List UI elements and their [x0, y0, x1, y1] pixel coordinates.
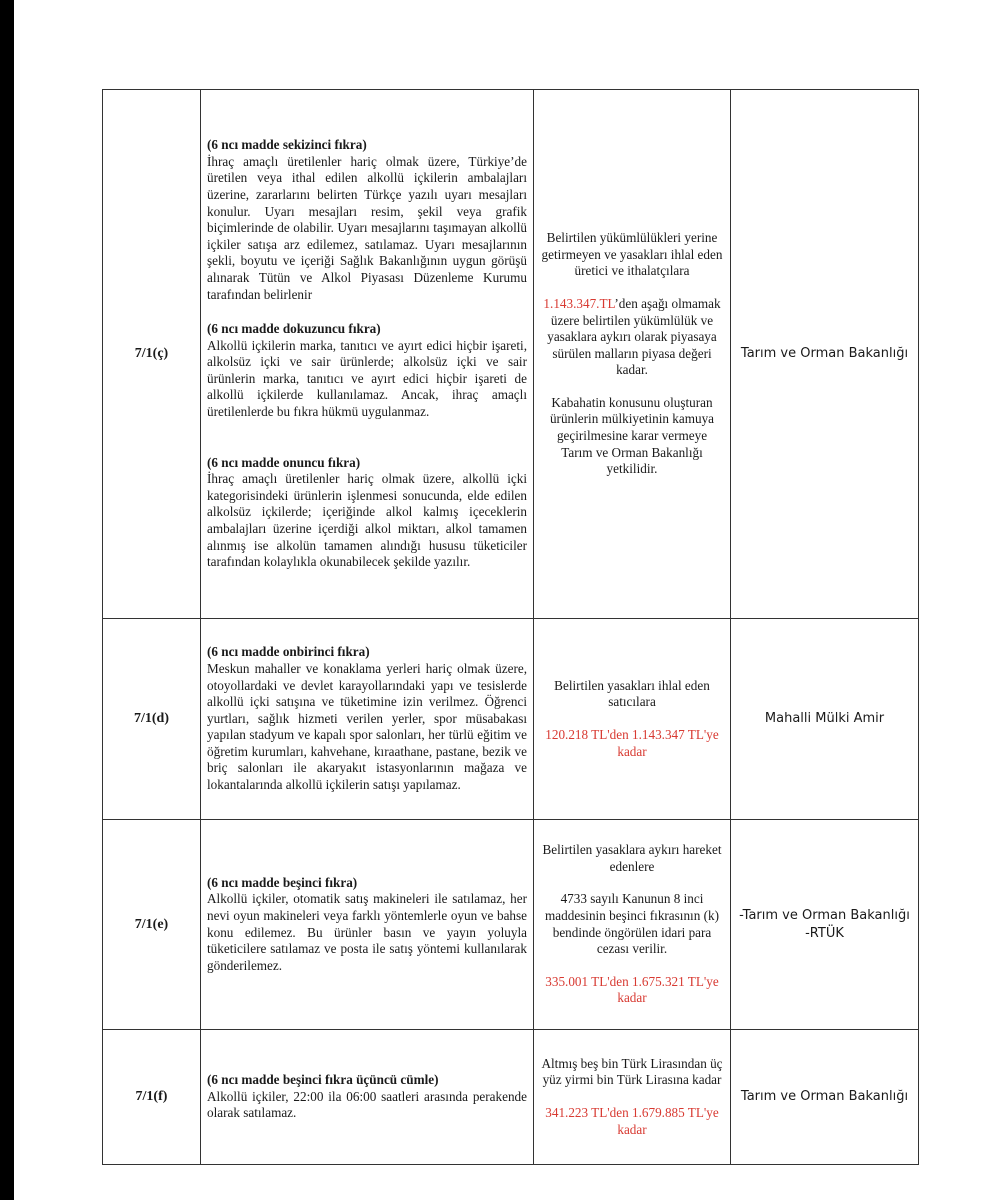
provision-text: İhraç amaçlı üretilenler hariç olmak üzere, Türkiye’de üretilen veya ithal edilen alkollü içkilerin ambalajları üzerine, zararlarını belirten Türkçe yazılı uyarı mesajları konulur. Uyarı mesajları resim, şekil veya grafik biçimlerinde de olabilir. Uyarı mesajlarını taşımayan alkollü içkiler satışa arz edilemez, satılamaz. Uyarı mesajlarının şekli, boyutu ve içeriği Sağlık Bakanlığının uygun görüşü alınarak Tütün ve Alkol Piyasası Düzenleme Kurumu tarafından belirlenir — [207, 153, 527, 302]
penalty-intro: Belirtilen yükümlülükleri yerine getirmeyen ve yasakları ihlal eden üretici ve ithalatçılara — [541, 230, 723, 279]
left-edge-strip — [0, 0, 14, 1200]
provision-reference: (6 ncı madde onbirinci fıkra) — [207, 644, 370, 660]
penalty-amount: 335.001 TL'den 1.675.321 TL'ye kadar — [545, 973, 719, 1006]
table-row — [103, 619, 919, 820]
penalty-note: Kabahatin konusunu oluşturan ürünlerin mülkiyetinin kamuya geçirilmesine karar vermeye Tarım ve Orman Bakanlığı yetkilidir. — [549, 394, 715, 477]
provision-text: Alkollü içkiler, otomatik satış makineleri ile satılamaz, her nevi oyun makineleri veya farklı yöntemlerle oyun ve bahse konu edilemez. Bu ürünler basın ve yayın yoluyla tüketicilere satılamaz ve posta ile satış yöntemi kullanılarak gönderilemez. — [207, 891, 527, 973]
provision-reference: (6 ncı madde dokuzuncu fıkra) — [207, 321, 381, 337]
penalty-amount: 341.223 TL'den 1.679.885 TL'ye kadar — [545, 1105, 719, 1137]
article-code: 7/1(f) — [103, 1030, 201, 1165]
penalty-intro: Altmış beş bin Türk Lirasından üç yüz yirmi bin Türk Lirasına kadar — [541, 1055, 723, 1088]
document-page — [14, 0, 992, 1200]
penalty-cell — [534, 1030, 731, 1165]
authority-line: -Tarım ve Orman Bakanlığı — [739, 907, 910, 923]
table-row — [103, 1030, 919, 1165]
provision-cell — [201, 820, 534, 1030]
penalty-cell — [534, 619, 731, 820]
provision-block — [207, 321, 527, 421]
article-code: 7/1(d) — [103, 619, 201, 820]
penalty-intro: Belirtilen yasakları ihlal eden satıcılara — [554, 677, 710, 710]
authority-cell: Tarım ve Orman Bakanlığı — [731, 90, 919, 619]
provision-text: Meskun mahaller ve konaklama yerleri hariç olmak üzere, otoyollardaki ve devlet karayollarındaki yapı ve tesislerde alkollü içki satışına ve tüketimine izin verilmez. Öğrenci yurtları, sağlık hizmeti verilen yerler, spor müsabakası yapılan stadyum ve kapalı spor salonları, her türlü eğitim ve öğretim kurumları, kahvehane, kıraathane, pastane, bezik ve briç salonları ile akaryakıt istasyonlarının mağaza ve lokantalarında alkollü içkilerin satışı yapılamaz. — [207, 660, 527, 793]
provision-reference: (6 ncı madde beşinci fıkra üçüncü cümle) — [207, 1072, 439, 1088]
provision-reference: (6 ncı madde onuncu fıkra) — [207, 454, 361, 470]
authority-line: -RTÜK — [805, 925, 844, 941]
provision-reference: (6 ncı madde sekizinci fıkra) — [207, 137, 367, 153]
article-code: 7/1(ç) — [103, 90, 201, 619]
provision-text: Alkollü içkiler, 22:00 ila 06:00 saatleri arasında perakende olarak satılamaz. — [207, 1088, 527, 1121]
provision-block — [207, 1072, 527, 1122]
provision-cell — [201, 90, 534, 619]
provision-text: Alkollü içkilerin marka, tanıtıcı ve ayırt edici hiçbir işareti, alkolsüz içki ve sair ürünlerde; alkolsüz içki ve sair ürünlerin marka, tanıtıcı ve ayırt edici hiçbir işareti de alkollü içkilerde kullanılamaz. Ancak, ihraç amaçlı üretilenlerde bu fıkra hükmü uygulanmaz. — [207, 337, 527, 420]
authority-cell — [731, 820, 919, 1030]
penalty-intro: Belirtilen yasaklara aykırı hareket edenlere — [542, 842, 722, 874]
table-row — [103, 90, 919, 619]
authority-cell: Mahalli Mülki Amir — [731, 619, 919, 820]
provision-block — [207, 875, 527, 975]
penalty-table — [102, 89, 919, 1165]
penalty-amount: 120.218 TL'den 1.143.347 TL'ye kadar — [545, 727, 719, 759]
table-row — [103, 820, 919, 1030]
penalty-amount — [540, 296, 724, 379]
provision-cell — [201, 1030, 534, 1165]
penalty-cell — [534, 90, 731, 619]
provision-text: İhraç amaçlı üretilenler hariç olmak üzere, alkollü içki kategorisindeki ürünlerin işlenmesi sonucunda, elde edilen alkolsüz içkilerde; içeriğinde alkol kalmış içeceklerin ambalajları üzerine içerdiği alkol miktarı, alkol tamamen alınmış ise alkolün tamamen alındığı hususu tüketiciler tarafından kolaylıkla okunabilecek şekilde yazılır. — [207, 471, 527, 570]
penalty-cell — [534, 820, 731, 1030]
provision-block — [207, 455, 527, 571]
authority-cell: Tarım ve Orman Bakanlığı — [731, 1030, 919, 1165]
penalty-amount-rest: ’den aşağı olmamak üzere belirtilen yükümlülük ve yasaklara aykırı olarak piyasaya sürülen malların piyasa değeri kadar. — [547, 295, 721, 378]
provision-reference: (6 ncı madde beşinci fıkra) — [207, 874, 358, 890]
provision-block — [207, 644, 527, 793]
provision-block — [207, 137, 527, 303]
provision-cell — [201, 619, 534, 820]
penalty-law-reference: 4733 sayılı Kanunun 8 inci maddesinin beşinci fıkrasının (k) bendinde öngörülen idari para cezası verilir. — [545, 891, 719, 957]
penalty-amount-highlight: 1.143.347.TL — [543, 295, 615, 311]
article-code: 7/1(e) — [103, 820, 201, 1030]
